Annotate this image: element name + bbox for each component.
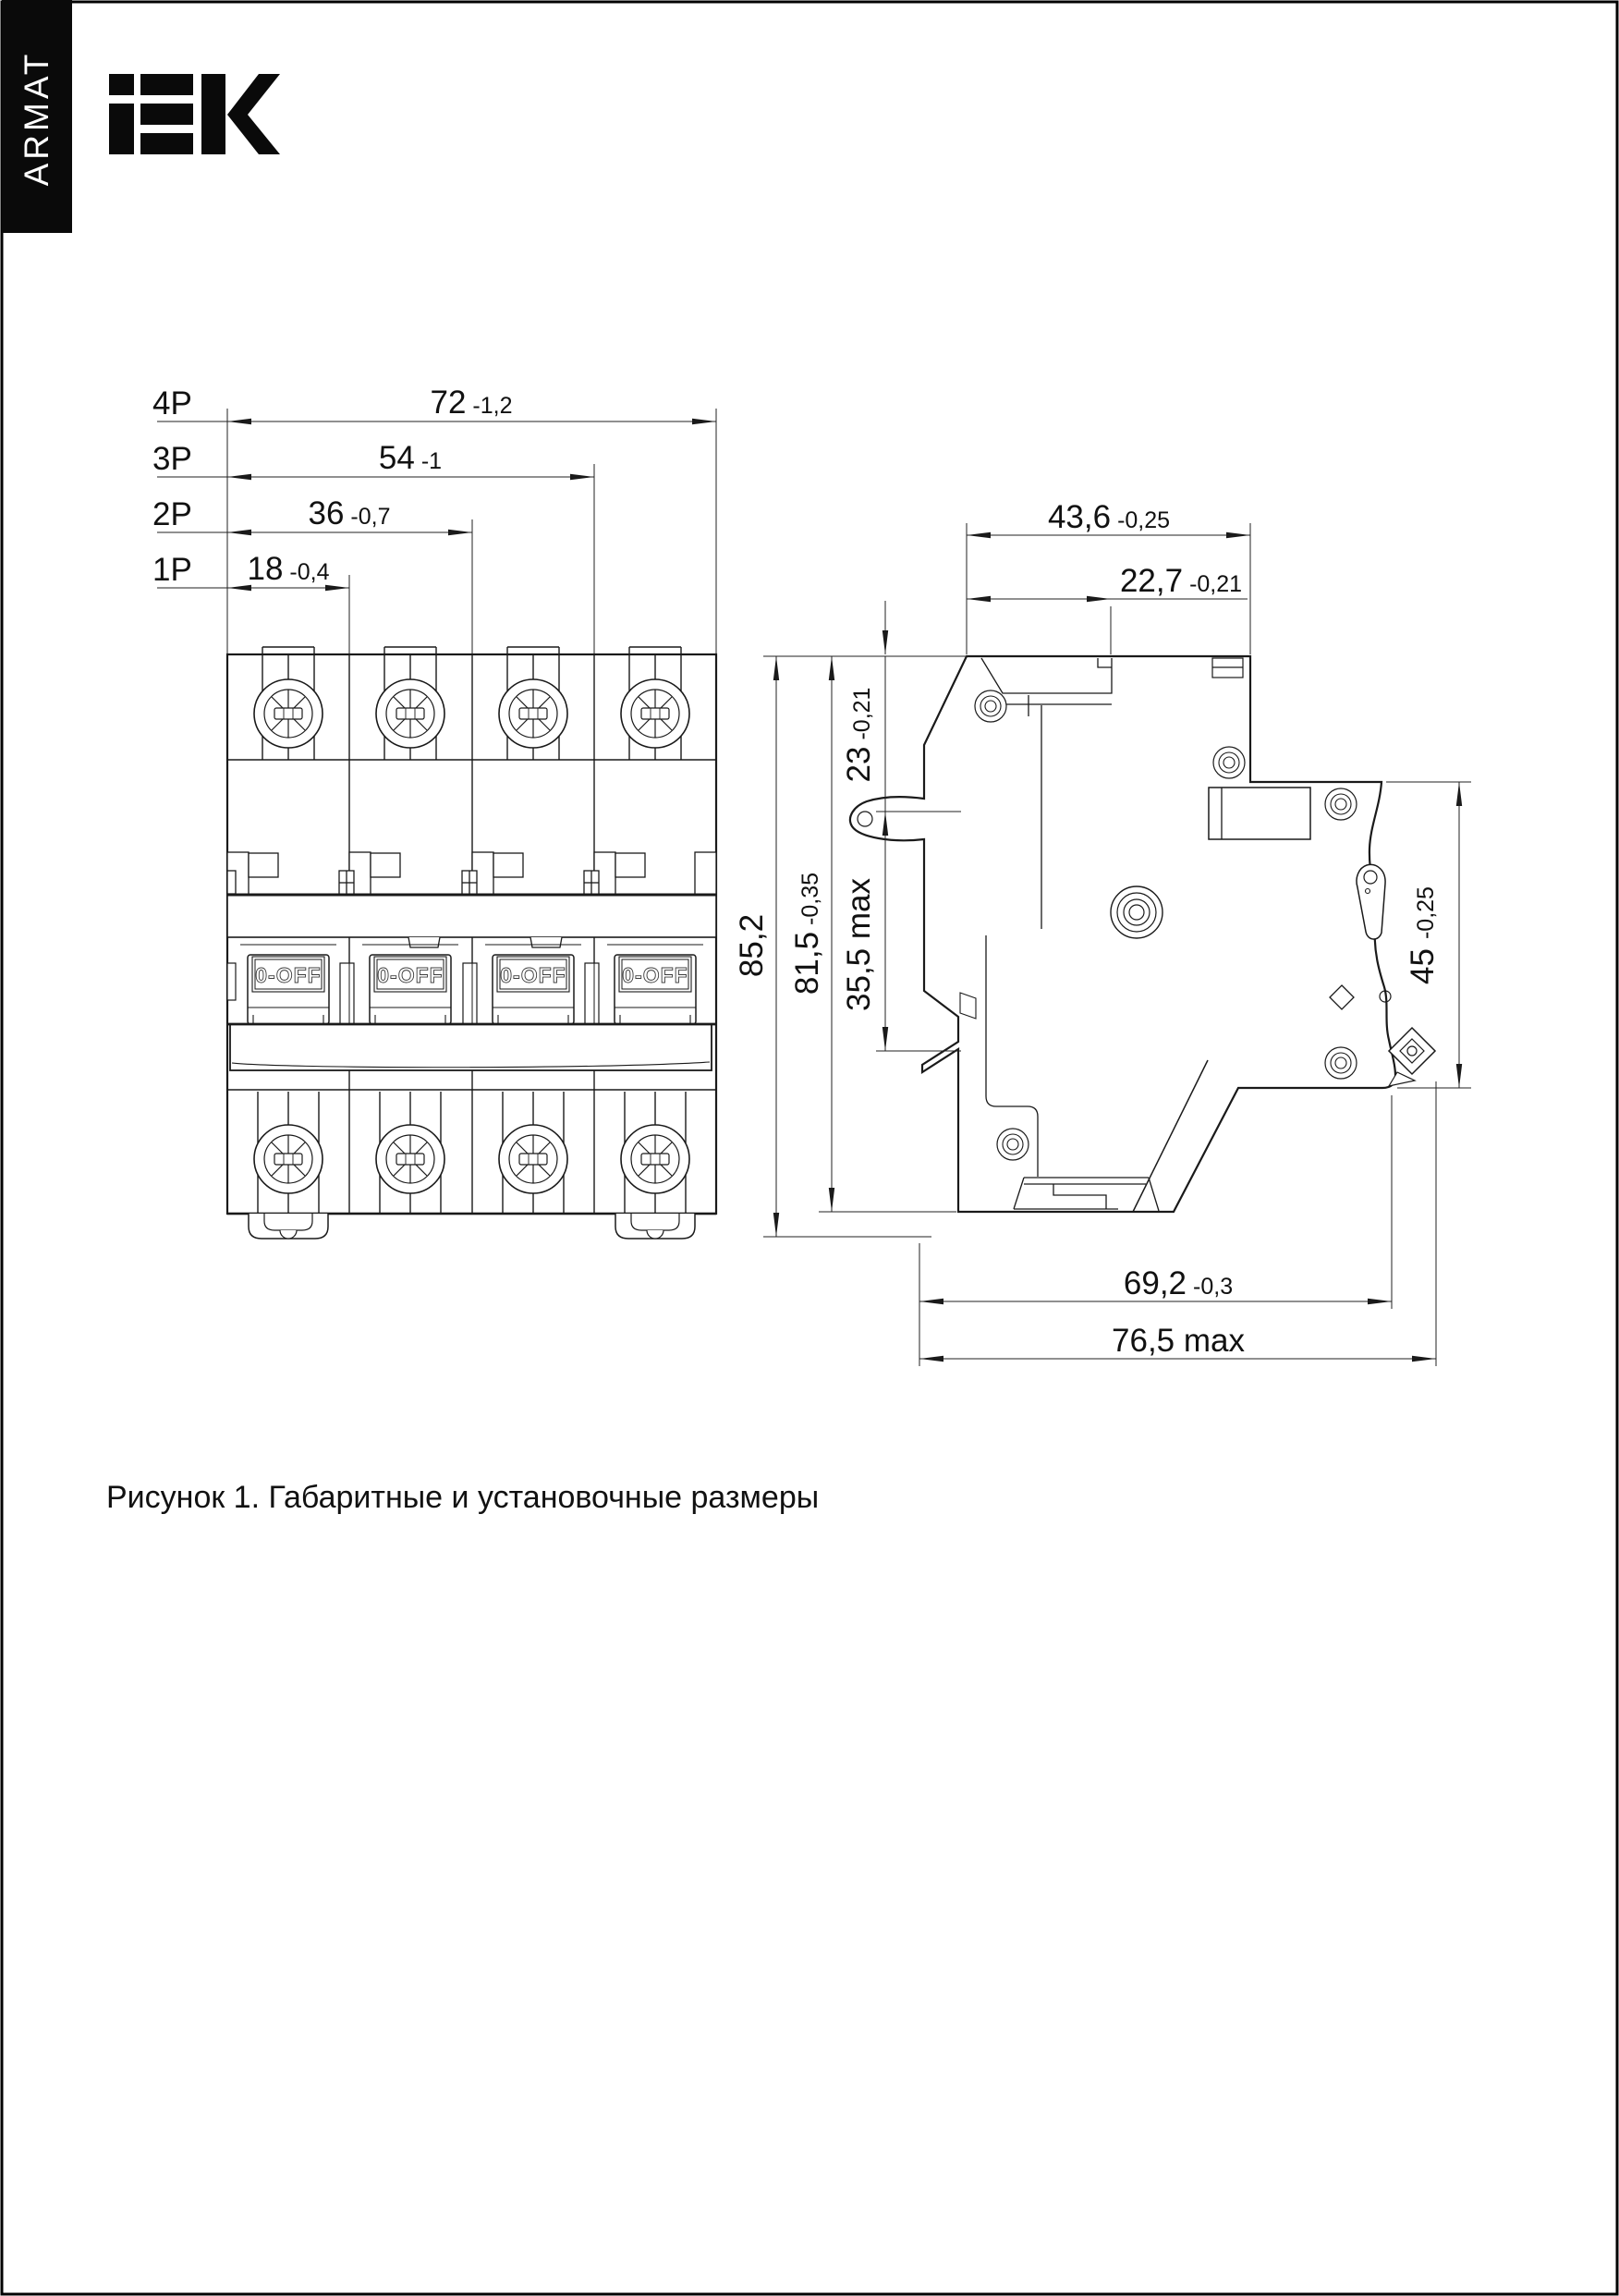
dim-depth: 69,2 -0,3 xyxy=(1123,1265,1234,1301)
dim-depth-max: 76,5 max xyxy=(1112,1323,1245,1359)
dim-width-top: 43,6 -0,25 xyxy=(1047,499,1171,535)
dim-width-2p: 36 -0,7 xyxy=(308,495,391,531)
terminal-screw-side xyxy=(1389,1028,1435,1086)
armat-vertical-label: ARMAT xyxy=(18,50,55,187)
dim-rail-max: 35,5 max xyxy=(841,878,877,1011)
switch-position-label-1: 0-OFF xyxy=(255,963,322,987)
dim-height-body: 81,5-0,35 xyxy=(789,872,825,995)
front-dimension-lines xyxy=(157,409,716,654)
dim-width-3p: 54 -1 xyxy=(378,440,443,476)
switch-position-label-3: 0-OFF xyxy=(500,963,566,987)
logo-alt-text: IEK xyxy=(0,0,2,1)
front-breaker-body xyxy=(227,647,716,1239)
figure-caption: Рисунок 1. Габаритные и установочные размеры xyxy=(106,1480,820,1515)
dim-width-din: 22,7 -0,21 xyxy=(1119,563,1243,599)
pole-label-1p: 1P xyxy=(152,552,192,588)
dim-width-1p: 18 -0,4 xyxy=(247,551,330,587)
pole-label-4p: 4P xyxy=(152,385,192,421)
side-view xyxy=(734,499,1471,1366)
pole-label-3p: 3P xyxy=(152,441,192,477)
front-view xyxy=(152,385,716,1239)
pole-label-2p: 2P xyxy=(152,496,192,532)
brand-tab xyxy=(2,0,72,233)
center-rivet xyxy=(1111,886,1163,938)
dim-width-4p: 72 -1,2 xyxy=(430,385,513,421)
switch-position-label-4: 0-OFF xyxy=(622,963,688,987)
switch-position-label-2: 0-OFF xyxy=(377,963,444,987)
dim-panel-depth: 45-0,25 xyxy=(1405,886,1441,984)
din-clips xyxy=(249,1214,695,1239)
handle-crossbar xyxy=(227,1024,716,1070)
dim-height-total: 85,2 xyxy=(734,913,770,978)
dim-top-offset: 23-0,21 xyxy=(841,687,877,783)
